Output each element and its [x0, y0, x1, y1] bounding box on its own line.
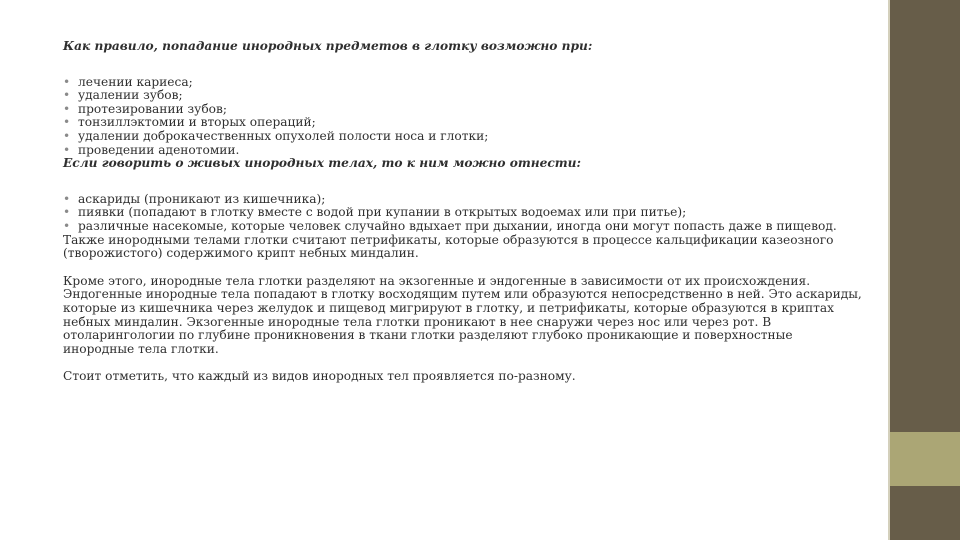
- list-item: • аскариды (проникают из кишечника);: [63, 193, 863, 207]
- heading-2: Если говорить о живых инородных телах, то к ним можно отнести:: [63, 156, 582, 171]
- decorative-sidebar: [888, 0, 960, 540]
- bullet-list-2: [63, 193, 863, 234]
- paragraph-3: Стоит отметить, что каждый из видов инородных тел проявляется по-разному.: [63, 369, 576, 384]
- spacer: [63, 356, 863, 370]
- list-item: • протезировании зубов;: [63, 103, 863, 117]
- paragraph-2: Кроме этого, инородные тела глотки разделяют на экзогенные и эндогенные в зависимости от их происхождения. Эндогенные инородные тела попадают в глотку восходящим путем или образуются непосредственно в ней. Это аскариды, которые из кишечника через желудок и пищевод мигрируют в глотку, и петрификаты, которые образуются в криптах небных миндалин. Экзогенные инородные тела глотки проникают в нее снаружи через нос или через рот. В отоларингологии по глубине проникновения в ткани глотки разделяют глубоко проникающие и поверхностные инородные тела глотки.: [63, 273, 862, 356]
- sidebar-accent-block: [888, 432, 960, 486]
- spacer: [63, 171, 863, 193]
- heading-1: Как правило, попадание инородных предметов в глотку возможно при:: [63, 39, 593, 53]
- list-item: • тонзиллэктомии и вторых операций;: [63, 116, 863, 130]
- list-item: • лечении кариеса;: [63, 76, 863, 90]
- sidebar-dark-bottom: [888, 486, 960, 540]
- list-item: • проведении аденотомии.: [63, 144, 863, 158]
- spacer: [63, 261, 863, 275]
- spacer: [63, 54, 863, 76]
- bullet-list-1: [63, 76, 863, 158]
- list-item: • удалении зубов;: [63, 89, 863, 103]
- list-item: • пиявки (попадают в глотку вместе с водой при купании в открытых водоемах или при питье);: [63, 206, 863, 220]
- slide-content: [63, 40, 863, 384]
- sidebar-edge-strip: [888, 0, 890, 540]
- paragraph-1: Также инородными телами глотки считают петрификаты, которые образуются в процессе кальцификации казеозного (творожистого) содержимого крипт небных миндалин.: [63, 232, 834, 261]
- sidebar-dark-top: [888, 0, 960, 432]
- list-item: • различные насекомые, которые человек случайно вдыхает при дыхании, иногда они могут попасть даже в пищевод.: [63, 220, 863, 234]
- list-item: • удалении доброкачественных опухолей полости носа и глотки;: [63, 130, 863, 144]
